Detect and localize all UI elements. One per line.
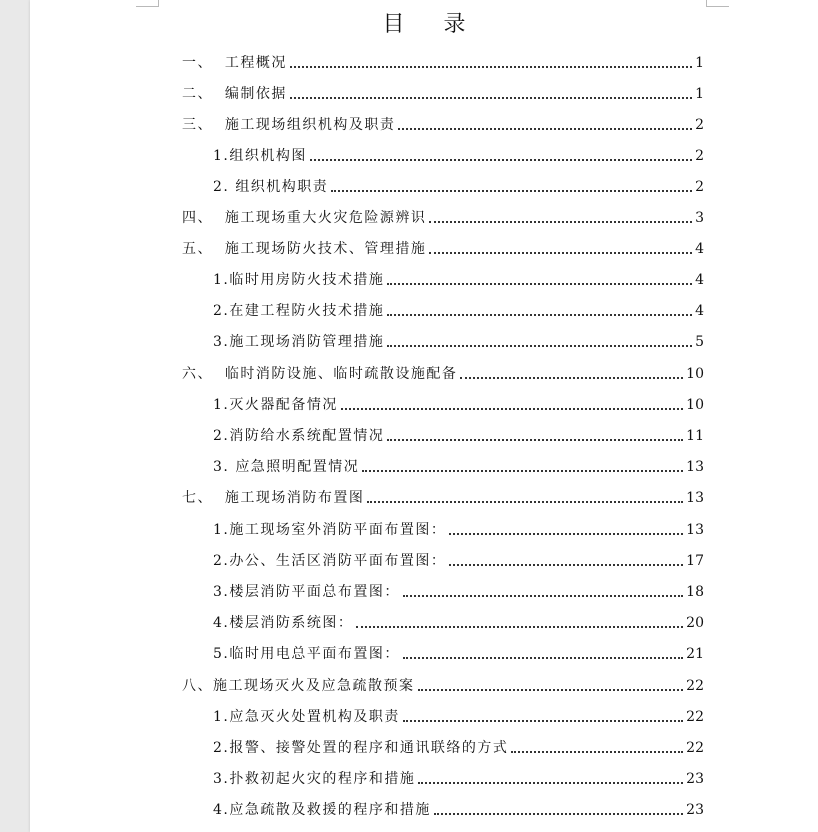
toc-entry-text: 消防给水系统配置情况 — [229, 428, 385, 444]
toc-page-number: 4 — [695, 272, 704, 288]
toc-entry-text: 办公、生活区消防平面布置图： — [229, 553, 447, 569]
toc-entry[interactable]: 1. 应急灭火处置机构及职责 22 — [213, 709, 704, 725]
toc-page-number: 1 — [695, 86, 704, 102]
toc-entry-text: 施工现场消防管理措施 — [229, 334, 385, 350]
page-corner-mark-right — [706, 0, 729, 7]
dot-leader — [398, 128, 692, 130]
dot-leader — [460, 377, 683, 379]
dot-leader — [449, 533, 683, 535]
toc-entry-text: 组织机构图 — [229, 148, 307, 164]
dot-leader — [387, 314, 692, 316]
dot-leader — [362, 470, 683, 472]
dot-leader — [418, 782, 683, 784]
toc-entry-text: 工程概况 — [224, 55, 287, 71]
toc-entry-text: 灭火器配备情况 — [229, 397, 338, 413]
toc-entry[interactable]: 三、 施工现场组织机构及职责 2 — [182, 117, 704, 133]
toc-entry-text: 施工现场组织机构及职责 — [224, 117, 396, 133]
toc-entry[interactable]: 七、 施工现场消防布置图 13 — [182, 490, 704, 506]
toc-entry-text: 临时消防设施、临时疏散设施配备 — [224, 366, 458, 382]
toc-entry-text: 组织机构职责 — [235, 179, 329, 195]
toc-entry[interactable]: 二、 编制依据 1 — [182, 86, 704, 102]
document-page — [30, 0, 818, 832]
toc-page-number: 13 — [686, 490, 704, 506]
toc-page-number: 23 — [686, 771, 704, 787]
toc-entry[interactable]: 六、 临时消防设施、临时疏散设施配备 10 — [182, 366, 704, 382]
dot-leader — [387, 345, 692, 347]
toc-title: 目 录 — [382, 12, 482, 37]
toc-page-number: 13 — [686, 522, 704, 538]
toc-entry-text: 报警、接警处置的程序和通讯联络的方式 — [229, 740, 509, 756]
dot-leader — [387, 283, 692, 285]
dot-leader — [356, 626, 683, 628]
toc-entry[interactable]: 1. 临时用房防火技术措施 4 — [213, 272, 704, 288]
toc-entry[interactable]: 4. 楼层消防系统图： 20 — [213, 615, 704, 631]
toc-page-number: 22 — [686, 678, 704, 694]
toc-page-number: 4 — [695, 303, 704, 319]
toc-page-number: 2 — [695, 148, 704, 164]
toc-entry[interactable]: 2. 报警、接警处置的程序和通讯联络的方式 22 — [213, 740, 704, 756]
toc-page-number: 20 — [686, 615, 704, 631]
toc-entry[interactable]: 2. 消防给水系统配置情况 11 — [213, 428, 704, 444]
dot-leader — [511, 751, 683, 753]
toc-entry[interactable]: 2. 在建工程防火技术措施 4 — [213, 303, 704, 319]
toc-entry[interactable]: 5. 临时用电总平面布置图： 21 — [213, 646, 704, 662]
toc-entry-text: 施工现场防火技术、管理措施 — [224, 241, 427, 257]
toc-entry[interactable]: 3. 施工现场消防管理措施 5 — [213, 334, 704, 350]
toc-entry[interactable]: 3. 扑救初起火灾的程序和措施 23 — [213, 771, 704, 787]
dot-leader — [429, 221, 692, 223]
dot-leader — [418, 689, 684, 691]
toc-entry[interactable]: 2. 办公、生活区消防平面布置图： 17 — [213, 553, 704, 569]
dot-leader — [403, 720, 683, 722]
toc-entry[interactable]: 五、 施工现场防火技术、管理措施 4 — [182, 241, 704, 257]
toc-entry-text: 楼层消防平面总布置图： — [229, 584, 400, 600]
toc-entry-text: 临时用电总平面布置图： — [229, 646, 400, 662]
toc-entry-text: 扑救初起火灾的程序和措施 — [229, 771, 416, 787]
toc-entry[interactable]: 3. 应急照明配置情况 13 — [213, 459, 704, 475]
toc-entry[interactable]: 1. 施工现场室外消防平面布置图： 13 — [213, 522, 704, 538]
toc-entry-text: 施工现场重大火灾危险源辨识 — [224, 210, 427, 226]
toc-entry[interactable]: 八、 施工现场灭火及应急疏散预案 22 — [182, 678, 704, 694]
toc-entry-text: 施工现场灭火及应急疏散预案 — [213, 678, 415, 694]
toc-page-number: 3 — [695, 210, 704, 226]
toc-entry-text: 施工现场消防布置图 — [224, 490, 365, 506]
page-corner-mark-left — [136, 0, 159, 7]
toc-entry-text: 应急灭火处置机构及职责 — [229, 709, 400, 725]
toc-page-number: 17 — [686, 553, 704, 569]
toc-entry-text: 应急照明配置情况 — [235, 459, 360, 475]
toc-page-number: 23 — [686, 802, 704, 818]
toc-page-number: 2 — [695, 179, 704, 195]
toc-entry[interactable]: 1. 灭火器配备情况 10 — [213, 397, 704, 413]
toc-page-number: 22 — [686, 740, 704, 756]
toc-page-number: 18 — [686, 584, 704, 600]
toc-entry-text: 在建工程防火技术措施 — [229, 303, 385, 319]
toc-page-number: 2 — [695, 117, 704, 133]
dot-leader — [290, 66, 692, 68]
toc-entry-text: 临时用房防火技术措施 — [229, 272, 385, 288]
dot-leader — [449, 564, 683, 566]
dot-leader — [331, 190, 692, 192]
dot-leader — [367, 501, 683, 503]
window-margin — [0, 0, 30, 832]
dot-leader — [403, 657, 683, 659]
dot-leader — [429, 252, 692, 254]
toc-page-number: 13 — [686, 459, 704, 475]
toc-entry-text: 施工现场室外消防平面布置图： — [229, 522, 447, 538]
toc-entry[interactable]: 3. 楼层消防平面总布置图： 18 — [213, 584, 704, 600]
dot-leader — [387, 439, 683, 441]
dot-leader — [341, 408, 683, 410]
toc-entry-text: 应急疏散及救援的程序和措施 — [229, 802, 431, 818]
toc-page-number: 4 — [695, 241, 704, 257]
toc-entry[interactable]: 一、 工程概况 1 — [182, 55, 704, 71]
toc-entry[interactable]: 2. 组织机构职责 2 — [213, 179, 704, 195]
toc-page-number: 10 — [686, 366, 704, 382]
toc-page-number: 22 — [686, 709, 704, 725]
toc-entry[interactable]: 四、 施工现场重大火灾危险源辨识 3 — [182, 210, 704, 226]
toc-page-number: 10 — [686, 397, 704, 413]
dot-leader — [403, 595, 683, 597]
toc-entry[interactable]: 4. 应急疏散及救援的程序和措施 23 — [213, 802, 704, 818]
toc-entry[interactable]: 1. 组织机构图 2 — [213, 148, 704, 164]
toc-entry-text: 编制依据 — [224, 86, 287, 102]
toc-page-number: 11 — [686, 428, 704, 444]
dot-leader — [434, 813, 683, 815]
dot-leader — [290, 97, 692, 99]
dot-leader — [310, 159, 692, 161]
toc-page-number: 5 — [695, 334, 704, 350]
toc-entry-text: 楼层消防系统图： — [229, 615, 354, 631]
toc-page-number: 1 — [695, 55, 704, 71]
toc-page-number: 21 — [686, 646, 704, 662]
